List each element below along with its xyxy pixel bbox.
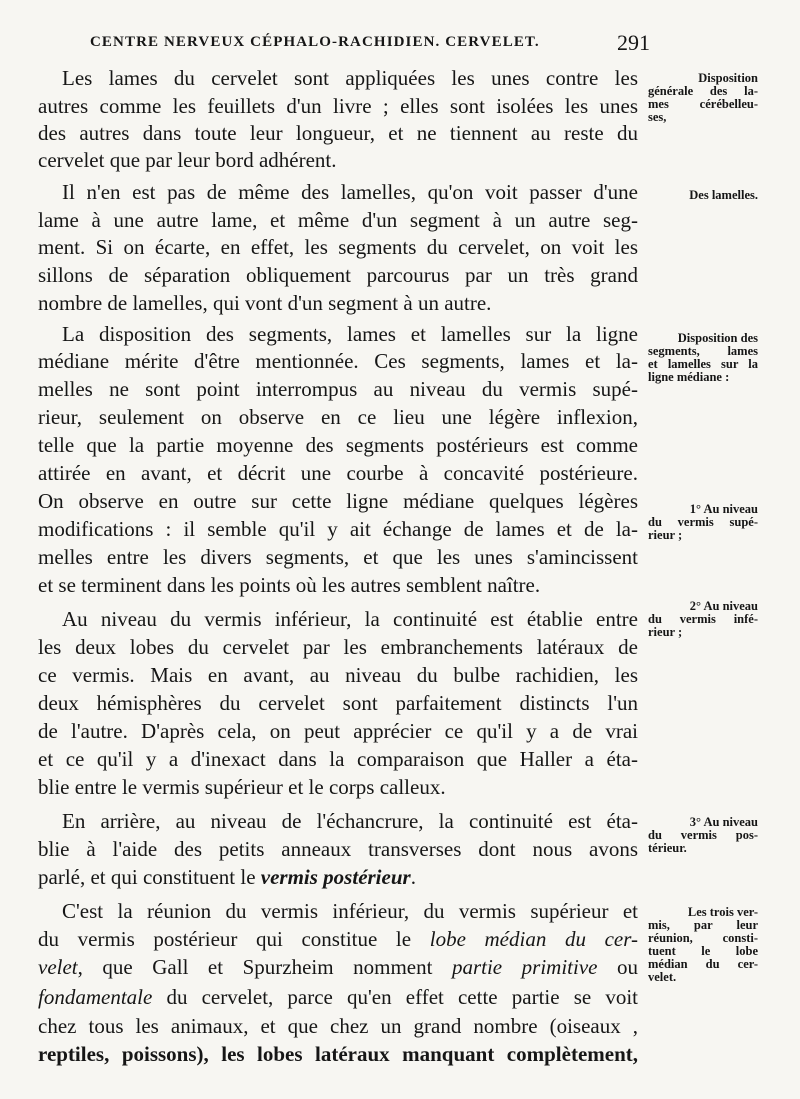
margin-note-line: ses, (648, 110, 667, 124)
header-title: CENTRE NERVEUX CÉPHALO-RACHIDIEN. CERVELET. (90, 34, 540, 50)
text-run: du cervelet, parce qu'en effet cette partie se voit (152, 985, 638, 1009)
text-run: parlé, et qui constituent le (38, 865, 261, 889)
margin-note (648, 189, 758, 202)
margin-note-line: 2° Au niveau (689, 599, 758, 613)
text-line: reptiles, poissons), les lobes latéraux manquant complètement, (38, 1042, 638, 1066)
margin-note (648, 906, 758, 984)
text-line: cervelet que par leur bord adhérent. (38, 148, 337, 172)
margin-note-line: rieur ; (648, 528, 683, 542)
text-run: ou (597, 955, 639, 979)
text-line (38, 863, 638, 891)
margin-note-line: ligne médiane : (648, 370, 730, 384)
text-run: . (410, 865, 416, 889)
margin-note-line: Disposition des (677, 331, 758, 345)
text-line: les deux lobes du cervelet par les embranchements latéraux de (38, 635, 638, 659)
text-line: blie entre le vermis supérieur et le corps calleux. (38, 775, 446, 799)
text-line: sillons de séparation obliquement parcourus par un très grand (38, 263, 638, 287)
text-line: ment. Si on écarte, en effet, les segments du cervelet, on voit les (38, 235, 638, 259)
text-line: telle que la partie moyenne des segments postérieurs est comme (38, 433, 638, 457)
text-line: Au niveau du vermis inférieur, la continuité est établie entre (62, 607, 638, 631)
margin-note-line: du vermis pos- (648, 828, 758, 842)
margin-note-line: du vermis supé- (648, 515, 758, 529)
margin-note-line: réunion, consti- (648, 931, 758, 945)
italic-term: partie primitive (451, 955, 598, 979)
margin-note (648, 503, 758, 542)
text-line: médiane mérite d'être mentionnée. Ces segments, lames et la- (38, 349, 638, 373)
italic-term: velet (38, 955, 78, 979)
margin-note-line: du vermis infé- (648, 612, 758, 626)
text-line: des autres dans toute leur longueur, et ne tiennent au reste du (38, 121, 638, 145)
text-line: rieur, seulement on observe en ce lieu une légère inflexion, (38, 405, 638, 429)
margin-note-line: médian du cer- (648, 957, 758, 971)
text-line: modifications : il semble qu'il y ait échange de lames et de la- (38, 517, 638, 541)
text-line: et ce qu'il y a d'inexact dans la comparaison que Haller a éta- (38, 747, 638, 771)
margin-note-line: 1° Au niveau (689, 502, 758, 516)
italic-term: vermis postérieur (260, 865, 411, 889)
text-line (38, 953, 638, 981)
text-run: , que Gall et Spurzheim nomment (77, 955, 452, 979)
text-line: de l'autre. D'après cela, on peut apprécier ce qu'il y a de vrai (38, 719, 638, 743)
text-line: blie à l'aide des petits anneaux transverses dont nous avons (38, 837, 638, 861)
italic-term: lobe médian du cer- (429, 927, 638, 951)
margin-note-line: segments, lames (648, 344, 758, 358)
margin-note-line: mis, par leur (648, 918, 758, 932)
margin-note-line: mes cérébelleu- (648, 97, 758, 111)
margin-note-line: velet. (648, 970, 677, 984)
margin-note (648, 600, 758, 639)
text-line: chez tous les animaux, et que chez un grand nombre (oiseaux , (38, 1014, 638, 1038)
text-line: C'est la réunion du vermis inférieur, du vermis supérieur et (62, 899, 638, 923)
margin-note-line: générale des la- (648, 84, 758, 98)
margin-note (648, 72, 758, 124)
page-number: 291 (617, 30, 650, 55)
text-line: attirée en avant, et décrit une courbe à concavité postérieure. (38, 461, 638, 485)
text-line: et se terminent dans les points où les autres semblent naître. (38, 573, 541, 597)
margin-note-line: et lamelles sur la (648, 357, 758, 371)
margin-note (648, 816, 758, 855)
text-line: melles entre les divers segments, et que les unes s'amincissent (38, 545, 638, 569)
margin-note-line: Les trois ver- (687, 905, 758, 919)
text-line: lame à une autre lame, et même d'un segment à un autre seg- (38, 208, 638, 232)
margin-note (648, 332, 758, 384)
margin-note-line: térieur. (648, 841, 687, 855)
text-line (38, 983, 638, 1011)
text-line: La disposition des segments, lames et lamelles sur la ligne (62, 322, 638, 346)
text-line: autres comme les feuillets d'un livre ; elles sont isolées les unes (38, 94, 638, 118)
text-line: deux hémisphères du cervelet sont parfaitement distincts l'un (38, 691, 638, 715)
margin-note-line: Disposition (698, 71, 758, 85)
text-line: On observe en outre sur cette ligne médiane quelques légères (38, 489, 638, 513)
text-line: Il n'en est pas de même des lamelles, qu'on voit passer d'une (62, 180, 638, 204)
text-line (38, 925, 638, 953)
margin-note-line: rieur ; (648, 625, 683, 639)
text-line: nombre de lamelles, qui vont d'un segment à un autre. (38, 291, 492, 315)
text-line: ce vermis. Mais en avant, au niveau du bulbe rachidien, les (38, 663, 638, 687)
text-line: melles ne sont point interrompus au niveau du vermis supé- (38, 377, 638, 401)
text-line: En arrière, au niveau de l'échancrure, la continuité est éta- (62, 809, 638, 833)
italic-term: fondamentale (38, 985, 153, 1009)
margin-note-line: tuent le lobe (648, 944, 758, 958)
text-run: du vermis postérieur qui constitue le (38, 927, 430, 951)
text-line: Les lames du cervelet sont appliquées les unes contre les (62, 66, 638, 90)
margin-note-line: Des lamelles. (689, 188, 758, 202)
margin-note-line: 3° Au niveau (689, 815, 758, 829)
running-header (90, 30, 650, 56)
